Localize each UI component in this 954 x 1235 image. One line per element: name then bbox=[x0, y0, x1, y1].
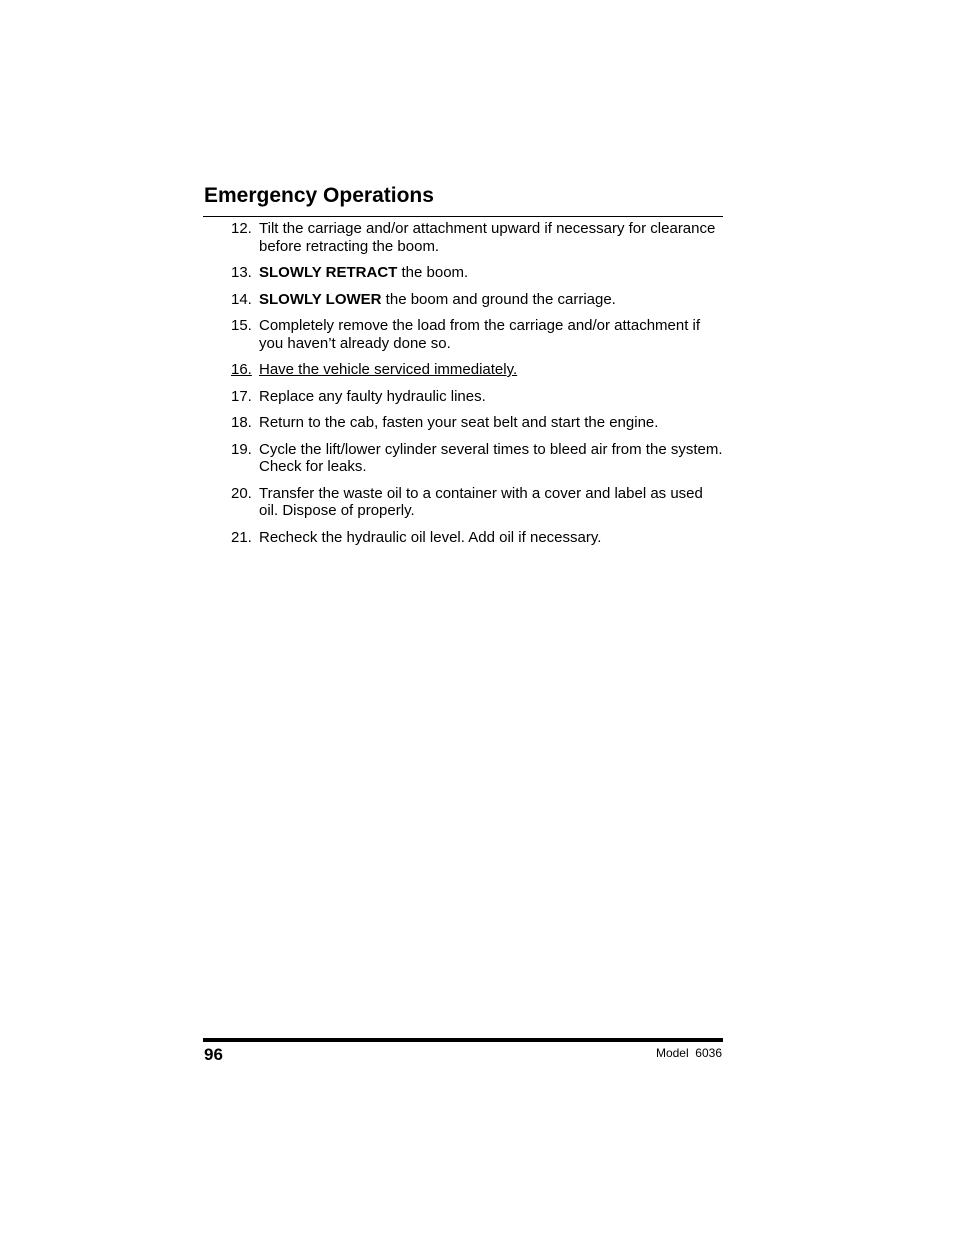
step-16 bbox=[231, 361, 723, 379]
title-rule bbox=[203, 216, 723, 217]
step-number: 16. bbox=[231, 361, 252, 378]
step-12 bbox=[231, 220, 723, 255]
step-text: Tilt the carriage and/or attachment upward if necessary for clearance before retracting the boom. bbox=[259, 220, 716, 255]
step-number: 17. bbox=[231, 387, 252, 405]
step-text-rest: the boom and ground the carriage. bbox=[381, 290, 616, 308]
step-text: Cycle the lift/lower cylinder several times to bleed air from the system. Check for leaks. bbox=[259, 440, 723, 475]
step-13 bbox=[231, 264, 723, 282]
model-label: Model 6036 bbox=[655, 1046, 722, 1060]
step-21 bbox=[231, 529, 723, 547]
step-17 bbox=[231, 388, 723, 406]
procedure-steps bbox=[231, 220, 723, 555]
step-text: Recheck the hydraulic oil level. Add oil if necessary. bbox=[259, 528, 602, 546]
step-number: 15. bbox=[231, 317, 252, 334]
step-14 bbox=[231, 291, 723, 309]
step-text: Completely remove the load from the carriage and/or attachment if you haven’t already done so. bbox=[259, 317, 701, 352]
step-15 bbox=[231, 317, 723, 352]
step-number: 13. bbox=[231, 264, 252, 281]
step-text-rest: the boom. bbox=[397, 264, 469, 281]
step-18 bbox=[231, 414, 723, 432]
step-text: Replace any faulty hydraulic lines. bbox=[259, 387, 486, 405]
step-number: 14. bbox=[231, 290, 252, 308]
step-20 bbox=[231, 485, 723, 520]
section-title: Emergency Operations bbox=[204, 184, 434, 207]
footer-rule bbox=[203, 1038, 723, 1042]
step-text: Have the vehicle serviced immediately. bbox=[259, 361, 518, 378]
step-emphasis: SLOWLY RETRACT bbox=[259, 264, 398, 281]
step-number: 12. bbox=[231, 220, 252, 237]
page-number: 96 bbox=[204, 1045, 223, 1064]
step-number: 18. bbox=[231, 414, 252, 431]
step-number: 20. bbox=[231, 484, 252, 502]
step-number: 19. bbox=[231, 440, 252, 458]
step-text bbox=[259, 291, 616, 308]
step-19 bbox=[231, 441, 723, 476]
step-text: Transfer the waste oil to a container with a cover and label as used oil. Dispose of properly. bbox=[259, 484, 703, 519]
step-number: 21. bbox=[231, 528, 252, 546]
step-text: Return to the cab, fasten your seat belt and start the engine. bbox=[259, 414, 659, 431]
step-text bbox=[259, 264, 468, 281]
step-emphasis: SLOWLY LOWER bbox=[259, 290, 382, 308]
